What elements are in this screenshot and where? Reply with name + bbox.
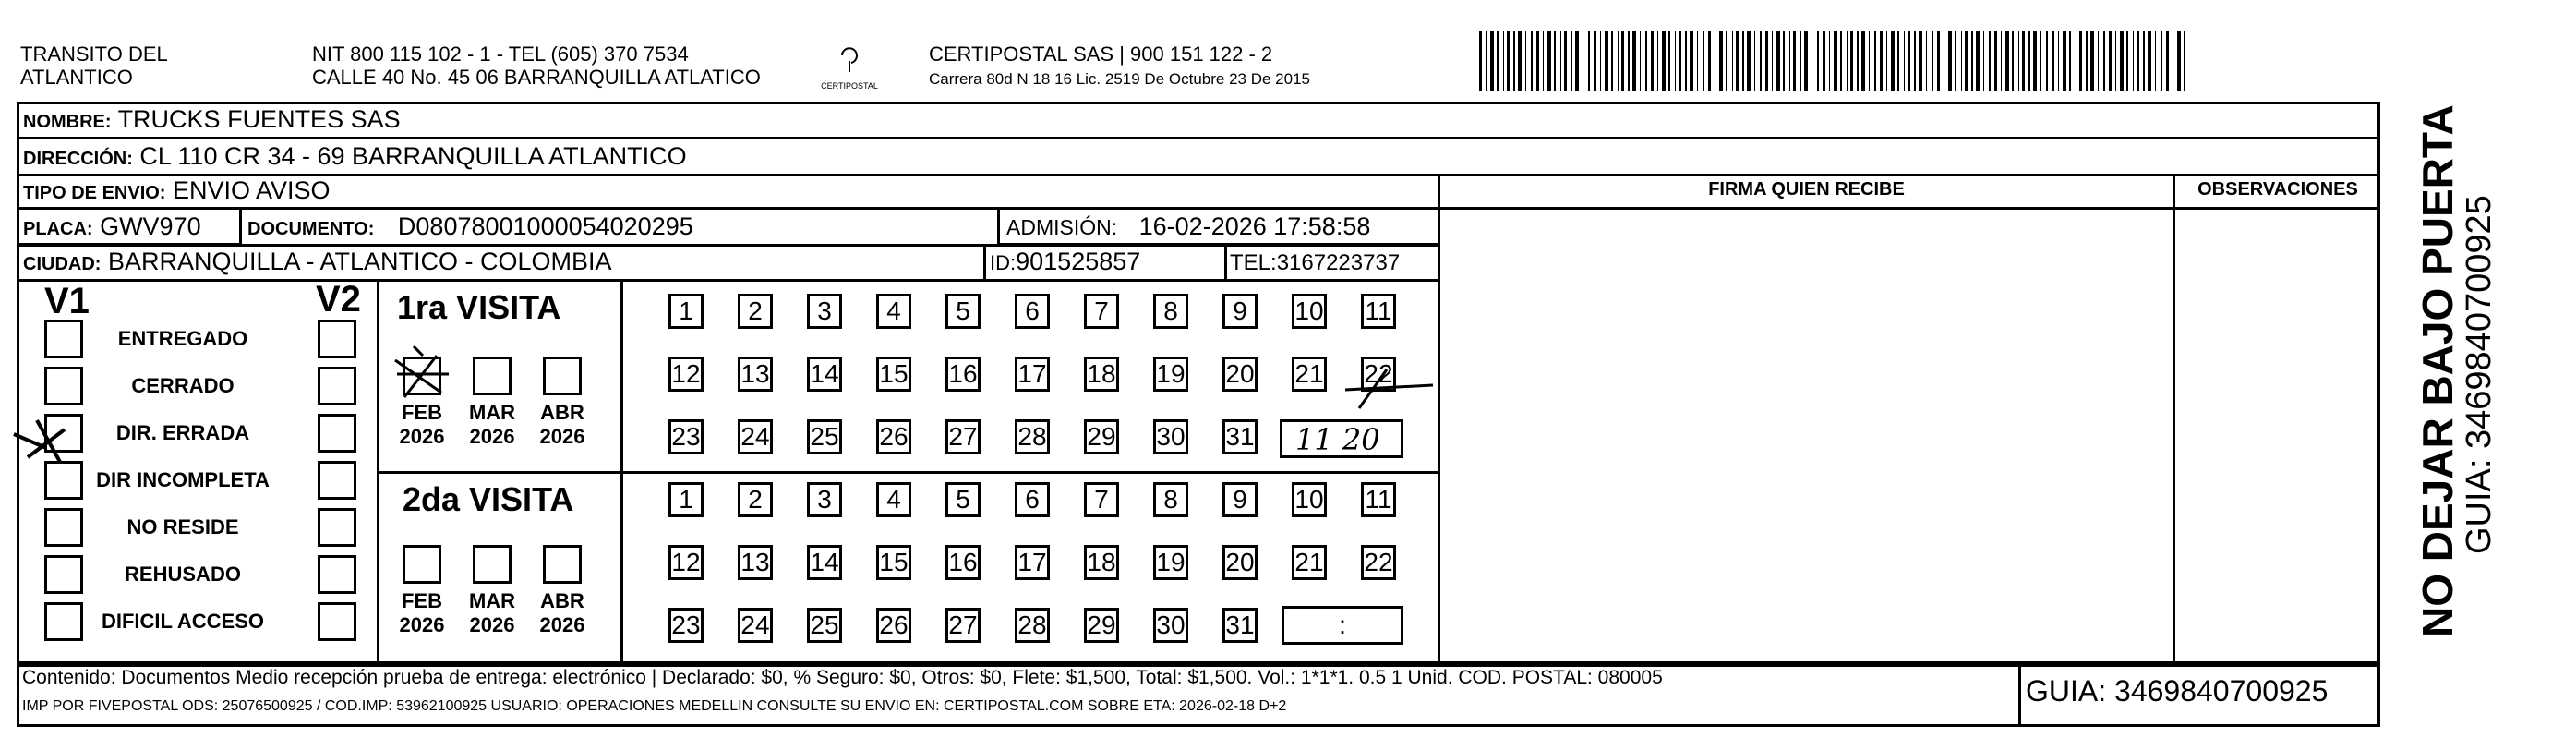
barcode-bar bbox=[1518, 31, 1522, 91]
second-visit-time-box[interactable] bbox=[1282, 606, 1403, 645]
barcode-bar bbox=[2120, 31, 2124, 91]
barcode-bar bbox=[1765, 31, 1768, 91]
barcode-bar bbox=[2046, 31, 2048, 91]
reason-label-1: CERRADO bbox=[131, 374, 235, 397]
barcode-bar bbox=[1829, 31, 1830, 91]
placa-cell bbox=[23, 211, 201, 245]
barcode-bar bbox=[1772, 31, 1773, 91]
footer-print-line: IMP POR FIVEPOSTAL ODS: 25076500925 / COD.IMP: 53962100925 USUARIO: OPERACIONES MEDELLIN CONSULTE SU ENVIO EN: CERTIPOSTAL.COM SOBRE ETA: 2026-02-18 D+2 bbox=[22, 698, 1287, 714]
barcode-bar bbox=[1742, 31, 1744, 91]
issuer-line-2: ATLANTICO bbox=[20, 66, 133, 89]
first-visit-day-21[interactable]: 21 bbox=[1292, 357, 1327, 392]
second-visit-month-year-0: 2026 bbox=[399, 613, 445, 636]
barcode-bar bbox=[1914, 31, 1916, 91]
second-visit-day-20[interactable]: 20 bbox=[1222, 545, 1258, 580]
barcode-bar bbox=[1937, 31, 1940, 91]
second-visit-day-14[interactable]: 14 bbox=[807, 545, 842, 580]
issuer-contact bbox=[312, 42, 761, 89]
barcode-bar bbox=[1547, 31, 1551, 91]
day22-check-mark bbox=[1341, 362, 1442, 417]
barcode-bar bbox=[2148, 31, 2151, 91]
ciudad-value: BARRANQUILLA - ATLANTICO - COLOMBIA bbox=[107, 248, 612, 275]
second-visit-day-15[interactable]: 15 bbox=[876, 545, 911, 580]
barcode-bar bbox=[2001, 31, 2002, 91]
barcode-bar bbox=[2155, 31, 2156, 91]
barcode-bar bbox=[1594, 31, 1596, 91]
second-visit-day-16[interactable]: 16 bbox=[945, 545, 981, 580]
barcode-bar bbox=[1651, 31, 1654, 91]
barcode-bar bbox=[1560, 31, 1561, 91]
first-visit-day-11[interactable]: 11 bbox=[1361, 294, 1396, 329]
second-visit-month-name-1: MAR bbox=[468, 589, 516, 612]
second-visit-day-27[interactable]: 27 bbox=[945, 608, 981, 643]
barcode-bar bbox=[1657, 31, 1658, 91]
placa-label: PLACA: bbox=[23, 219, 93, 239]
barcode-bar bbox=[1486, 31, 1487, 91]
second-visit-day-12[interactable]: 12 bbox=[668, 545, 704, 580]
first-visit-day-26[interactable]: 26 bbox=[876, 419, 911, 454]
second-visit-day-13[interactable]: 13 bbox=[738, 545, 773, 580]
barcode-bar bbox=[2166, 31, 2169, 91]
first-visit-day-23[interactable]: 23 bbox=[668, 419, 704, 454]
barcode-bar bbox=[1632, 31, 1636, 91]
barcode-bar bbox=[1536, 31, 1539, 91]
barcode-bar bbox=[1640, 31, 1641, 91]
first-visit-day-4[interactable]: 4 bbox=[876, 294, 911, 329]
barcode-bar bbox=[1690, 31, 1693, 91]
id-label: ID: bbox=[990, 251, 1017, 274]
first-visit-day-10[interactable]: 10 bbox=[1292, 294, 1327, 329]
barcode-bar bbox=[1800, 31, 1801, 91]
firma-label: FIRMA QUIEN RECIBE bbox=[1708, 179, 1905, 200]
v2-checkbox-0[interactable] bbox=[318, 320, 356, 358]
first-visit-day-29[interactable]: 29 bbox=[1084, 419, 1119, 454]
barcode-bar bbox=[2079, 31, 2082, 91]
barcode-bar bbox=[1783, 31, 1785, 91]
reason-label-0: ENTREGADO bbox=[117, 327, 248, 350]
barcode-bar bbox=[1503, 31, 1504, 91]
barcode-bar bbox=[1976, 31, 1980, 91]
second-visit-day-3[interactable]: 3 bbox=[807, 482, 842, 517]
first-visit-month-label-2 bbox=[530, 401, 595, 449]
barcode-bar bbox=[1679, 31, 1681, 91]
nombre-row bbox=[23, 103, 401, 138]
second-visit-month-box-1[interactable] bbox=[473, 545, 512, 584]
v2-checkbox-4[interactable] bbox=[318, 508, 356, 547]
barcode-bar bbox=[1840, 31, 1842, 91]
barcode-bar bbox=[1793, 31, 1796, 91]
first-visit-day-14[interactable]: 14 bbox=[807, 357, 842, 392]
second-visit-day-21[interactable]: 21 bbox=[1292, 545, 1327, 580]
barcode-bar bbox=[1965, 31, 1968, 91]
divider bbox=[17, 661, 19, 726]
first-visit-day-9[interactable]: 9 bbox=[1222, 294, 1258, 329]
id-value: 901525857 bbox=[1016, 248, 1141, 275]
first-visit-month-name-0: FEB bbox=[402, 401, 442, 424]
second-visit-title: 2da VISITA bbox=[403, 480, 574, 518]
first-visit-day-15[interactable]: 15 bbox=[876, 357, 911, 392]
second-visit-month-label-0 bbox=[390, 589, 454, 637]
tipo-label: TIPO DE ENVIO: bbox=[23, 183, 166, 203]
first-visit-month-year-1: 2026 bbox=[469, 425, 515, 448]
ciudad-cell bbox=[23, 246, 612, 280]
side-guia-number: GUIA: 3469840700925 bbox=[2460, 195, 2498, 554]
second-visit-month-box-0[interactable] bbox=[403, 545, 441, 584]
first-visit-day-1[interactable]: 1 bbox=[668, 294, 704, 329]
second-visit-day-19[interactable]: 19 bbox=[1153, 545, 1188, 580]
divider bbox=[1224, 244, 1227, 281]
first-visit-day-6[interactable]: 6 bbox=[1015, 294, 1050, 329]
issuer-line-1: TRANSITO DEL bbox=[20, 42, 168, 66]
barcode-bar bbox=[1507, 31, 1510, 91]
issuer-name bbox=[20, 42, 168, 89]
tipo-value: ENVIO AVISO bbox=[172, 176, 331, 204]
first-visit-day-8[interactable]: 8 bbox=[1153, 294, 1188, 329]
second-visit-day-7[interactable]: 7 bbox=[1084, 482, 1119, 517]
barcode-bar bbox=[1932, 31, 1933, 91]
barcode-bar bbox=[2063, 31, 2066, 91]
guia-number-box: GUIA: 3469840700925 bbox=[2026, 674, 2329, 708]
barcode-bar bbox=[1897, 31, 1899, 91]
first-visit-day-31[interactable]: 31 bbox=[1222, 419, 1258, 454]
second-visit-day-31[interactable]: 31 bbox=[1222, 608, 1258, 643]
second-visit-day-11[interactable]: 11 bbox=[1361, 482, 1396, 517]
documento-value: D08078001000054020295 bbox=[397, 212, 693, 240]
barcode-bar bbox=[1989, 31, 1991, 91]
direccion-value: CL 110 CR 34 - 69 BARRANQUILLA ATLANTICO bbox=[139, 142, 687, 170]
first-visit-day-27[interactable]: 27 bbox=[945, 419, 981, 454]
barcode-bar bbox=[1880, 31, 1883, 91]
barcode-bar bbox=[2161, 31, 2162, 91]
barcode-bar bbox=[1732, 31, 1733, 91]
second-visit-day-29[interactable]: 29 bbox=[1084, 608, 1119, 643]
barcode-bar bbox=[2177, 31, 2181, 91]
barcode-bar bbox=[1571, 31, 1572, 91]
second-visit-day-25[interactable]: 25 bbox=[807, 608, 842, 643]
second-visit-time-placeholder: : bbox=[1339, 611, 1346, 639]
barcode-bar bbox=[1754, 31, 1755, 91]
v2-checkbox-5[interactable] bbox=[318, 555, 356, 594]
first-visit-day-17[interactable]: 17 bbox=[1015, 357, 1050, 392]
barcode-bar bbox=[1955, 31, 1956, 91]
barcode-bar bbox=[2103, 31, 2105, 91]
second-visit-day-18[interactable]: 18 bbox=[1084, 545, 1119, 580]
barcode-bar bbox=[1857, 31, 1859, 91]
second-visit-day-1[interactable]: 1 bbox=[668, 482, 704, 517]
first-visit-month-label-1 bbox=[460, 401, 524, 449]
barcode-bar bbox=[1575, 31, 1579, 91]
second-visit-month-year-2: 2026 bbox=[539, 613, 585, 636]
barcode-bar bbox=[1817, 31, 1819, 91]
barcode-bar bbox=[1708, 31, 1711, 91]
barcode-bar bbox=[2126, 31, 2128, 91]
barcode-bar bbox=[1703, 31, 1704, 91]
barcode-bar bbox=[1850, 31, 1853, 91]
admision-cell bbox=[1006, 211, 1370, 243]
divider bbox=[17, 724, 2380, 727]
barcode bbox=[1479, 31, 2197, 91]
divider bbox=[2173, 174, 2175, 663]
barcode-bar bbox=[2133, 31, 2134, 91]
barcode-bar bbox=[1618, 31, 1619, 91]
barcode-bar bbox=[1543, 31, 1544, 91]
barcode-bar bbox=[1823, 31, 1825, 91]
second-visit-day-6[interactable]: 6 bbox=[1015, 482, 1050, 517]
observaciones-label: OBSERVACIONES bbox=[2197, 179, 2358, 200]
barcode-bar bbox=[1919, 31, 1922, 91]
divider bbox=[377, 471, 1438, 474]
barcode-bar bbox=[2012, 31, 2014, 91]
barcode-bar bbox=[1685, 31, 1687, 91]
barcode-bar bbox=[1564, 31, 1567, 91]
first-visit-day-20[interactable]: 20 bbox=[1222, 357, 1258, 392]
first-visit-month-year-2: 2026 bbox=[539, 425, 585, 448]
barcode-bar bbox=[1525, 31, 1526, 91]
barcode-bar bbox=[1776, 31, 1780, 91]
barcode-bar bbox=[1513, 31, 1515, 91]
first-visit-day-12[interactable]: 12 bbox=[668, 357, 704, 392]
first-visit-day-2[interactable]: 2 bbox=[738, 294, 773, 329]
barcode-bar bbox=[1861, 31, 1865, 91]
reason-label-6: DIFICIL ACCESO bbox=[101, 610, 264, 633]
first-visit-month-name-2: ABR bbox=[540, 401, 584, 424]
documento-label: DOCUMENTO: bbox=[247, 219, 375, 239]
second-visit-month-name-2: ABR bbox=[540, 589, 584, 612]
barcode-bar bbox=[2058, 31, 2059, 91]
second-visit-day-8[interactable]: 8 bbox=[1153, 482, 1188, 517]
reason-label-2: DIR. ERRADA bbox=[115, 421, 250, 444]
first-visit-day-19[interactable]: 19 bbox=[1153, 357, 1188, 392]
barcode-bar bbox=[2028, 31, 2030, 91]
barcode-bar bbox=[2069, 31, 2071, 91]
second-visit-month-box-2[interactable] bbox=[543, 545, 582, 584]
barcode-bar bbox=[1869, 31, 1870, 91]
first-visit-day-24[interactable]: 24 bbox=[738, 419, 773, 454]
divider bbox=[983, 244, 986, 281]
id-cell bbox=[990, 246, 1140, 279]
second-visit-day-28[interactable]: 28 bbox=[1015, 608, 1050, 643]
barcode-bar bbox=[1834, 31, 1837, 91]
barcode-bar bbox=[2143, 31, 2145, 91]
divider bbox=[1438, 174, 1440, 663]
barcode-bar bbox=[1605, 31, 1608, 91]
first-visit-month-year-0: 2026 bbox=[399, 425, 445, 448]
first-visit-time-box[interactable] bbox=[1280, 419, 1403, 458]
v2-checkbox-2[interactable] bbox=[318, 414, 356, 453]
barcode-bar bbox=[1948, 31, 1952, 91]
barcode-bar bbox=[1621, 31, 1624, 91]
barcode-bar bbox=[1668, 31, 1670, 91]
barcode-bar bbox=[1531, 31, 1533, 91]
second-visit-day-23[interactable]: 23 bbox=[668, 608, 704, 643]
v2-checkbox-6[interactable] bbox=[318, 602, 356, 641]
barcode-bar bbox=[1479, 31, 1482, 91]
barcode-bar bbox=[1760, 31, 1762, 91]
v2-checkbox-3[interactable] bbox=[318, 461, 356, 500]
direccion-label: DIRECCIÓN: bbox=[23, 149, 133, 169]
barcode-bar bbox=[1645, 31, 1647, 91]
divider bbox=[2018, 661, 2021, 726]
second-visit-month-name-0: FEB bbox=[402, 589, 442, 612]
barcode-bar bbox=[1588, 31, 1590, 91]
feb-check-mark bbox=[386, 342, 460, 416]
company-info bbox=[929, 42, 1310, 89]
company-line: CERTIPOSTAL SAS | 900 151 122 - 2 bbox=[929, 42, 1273, 66]
reason-label-3: DIR INCOMPLETA bbox=[96, 468, 270, 491]
tel-value: 3167223737 bbox=[1276, 250, 1401, 275]
barcode-bar bbox=[1628, 31, 1630, 91]
barcode-bar bbox=[1789, 31, 1790, 91]
barcode-bar bbox=[1874, 31, 1876, 91]
first-visit-month-box-1[interactable] bbox=[473, 357, 512, 395]
barcode-bar bbox=[2033, 31, 2037, 91]
barcode-bar bbox=[1736, 31, 1739, 91]
first-visit-day-7[interactable]: 7 bbox=[1084, 294, 1119, 329]
first-visit-month-name-1: MAR bbox=[468, 401, 516, 424]
divider bbox=[17, 661, 2380, 664]
certipostal-logo bbox=[813, 41, 886, 92]
barcode-bar bbox=[1886, 31, 1887, 91]
barcode-bar bbox=[1697, 31, 1698, 91]
reason-label-5: REHUSADO bbox=[125, 563, 241, 586]
barcode-bar bbox=[1554, 31, 1556, 91]
barcode-bar bbox=[2090, 31, 2094, 91]
ciudad-label: CIUDAD: bbox=[23, 254, 102, 274]
tel-label: TEL: bbox=[1230, 250, 1277, 275]
barcode-bar bbox=[1983, 31, 1984, 91]
barcode-bar bbox=[1497, 31, 1499, 91]
first-visit-day-13[interactable]: 13 bbox=[738, 357, 773, 392]
v2-checkbox-1[interactable] bbox=[318, 367, 356, 405]
barcode-bar bbox=[2052, 31, 2054, 91]
divider bbox=[17, 279, 1438, 282]
v1-check-mark bbox=[9, 406, 83, 471]
documento-cell bbox=[247, 211, 693, 245]
second-visit-day-9[interactable]: 9 bbox=[1222, 482, 1258, 517]
first-visit-time-handwritten: 11 20 bbox=[1295, 422, 1380, 457]
barcode-bar bbox=[1804, 31, 1808, 91]
barcode-bar bbox=[2184, 31, 2185, 91]
divider bbox=[1438, 207, 2380, 210]
first-visit-day-30[interactable]: 30 bbox=[1153, 419, 1188, 454]
footer-content-line: Contenido: Documentos Medio recepción prueba de entrega: electrónico | Declarado: $0, % Seguro: $0, Otros: $0, Flete: $1,500, Total: $1,500. Vol.: 1*1*1. 0.5 1 Unid. COD. POSTAL: 080005 bbox=[22, 667, 1663, 688]
second-visit-day-4[interactable]: 4 bbox=[876, 482, 911, 517]
second-visit-day-5[interactable]: 5 bbox=[945, 482, 981, 517]
barcode-bar bbox=[2018, 31, 2019, 91]
admision-label: ADMISIÓN: bbox=[1006, 215, 1118, 239]
placa-value: GWV970 bbox=[100, 212, 201, 240]
barcode-bar bbox=[1961, 31, 1962, 91]
divider bbox=[2377, 661, 2380, 726]
second-visit-month-label-1 bbox=[460, 589, 524, 637]
tipo-row bbox=[23, 175, 331, 209]
second-visit-day-10[interactable]: 10 bbox=[1292, 482, 1327, 517]
barcode-bar bbox=[1611, 31, 1613, 91]
barcode-bar bbox=[2115, 31, 2116, 91]
second-visit-day-24[interactable]: 24 bbox=[738, 608, 773, 643]
v1-label: V1 bbox=[44, 281, 90, 321]
barcode-bar bbox=[1904, 31, 1905, 91]
barcode-bar bbox=[1908, 31, 1910, 91]
barcode-bar bbox=[1971, 31, 1973, 91]
first-visit-day-3[interactable]: 3 bbox=[807, 294, 842, 329]
direccion-row bbox=[23, 140, 687, 175]
barcode-bar bbox=[1726, 31, 1727, 91]
second-visit-month-label-2 bbox=[530, 589, 595, 637]
first-visit-day-5[interactable]: 5 bbox=[945, 294, 981, 329]
second-visit-day-22[interactable]: 22 bbox=[1361, 545, 1396, 580]
first-visit-day-18[interactable]: 18 bbox=[1084, 357, 1119, 392]
tel-cell bbox=[1230, 248, 1400, 279]
second-visit-day-17[interactable]: 17 bbox=[1015, 545, 1050, 580]
barcode-bar bbox=[2086, 31, 2088, 91]
barcode-bar bbox=[2137, 31, 2139, 91]
barcode-bar bbox=[1490, 31, 1494, 91]
first-visit-title: 1ra VISITA bbox=[397, 288, 561, 326]
address-line: CALLE 40 No. 45 06 BARRANQUILLA ATLATICO bbox=[312, 66, 761, 89]
barcode-bar bbox=[1662, 31, 1666, 91]
admision-value: 16-02-2026 17:58:58 bbox=[1138, 212, 1371, 240]
v2-label: V2 bbox=[316, 279, 361, 320]
first-visit-day-16[interactable]: 16 bbox=[945, 357, 981, 392]
no-dejar-bajo-puerta: NO DEJAR BAJO PUERTA bbox=[2413, 104, 2462, 637]
barcode-bar bbox=[1994, 31, 1997, 91]
first-visit-month-box-2[interactable] bbox=[543, 357, 582, 395]
license-line: Carrera 80d N 18 16 Lic. 2519 De Octubre 23 De 2015 bbox=[929, 70, 1310, 88]
barcode-bar bbox=[1847, 31, 1848, 91]
second-visit-day-26[interactable]: 26 bbox=[876, 608, 911, 643]
barcode-bar bbox=[1926, 31, 1927, 91]
barcode-bar bbox=[1675, 31, 1676, 91]
barcode-bar bbox=[1719, 31, 1723, 91]
second-visit-month-year-1: 2026 bbox=[469, 613, 515, 636]
barcode-bar bbox=[2098, 31, 2099, 91]
barcode-bar bbox=[2040, 31, 2041, 91]
barcode-bar bbox=[2109, 31, 2112, 91]
logo-text: CERTIPOSTAL bbox=[821, 81, 878, 91]
barcode-bar bbox=[2022, 31, 2025, 91]
reason-label-4: NO RESIDE bbox=[126, 515, 239, 538]
barcode-bar bbox=[1600, 31, 1601, 91]
barcode-bar bbox=[2005, 31, 2009, 91]
first-visit-day-28[interactable]: 28 bbox=[1015, 419, 1050, 454]
first-visit-day-25[interactable]: 25 bbox=[807, 419, 842, 454]
nit-line: NIT 800 115 102 - 1 - TEL (605) 370 7534 bbox=[312, 42, 689, 66]
barcode-bar bbox=[1891, 31, 1895, 91]
second-visit-day-2[interactable]: 2 bbox=[738, 482, 773, 517]
nombre-label: NOMBRE: bbox=[23, 112, 112, 132]
nombre-value: TRUCKS FUENTES SAS bbox=[117, 105, 401, 133]
second-visit-day-30[interactable]: 30 bbox=[1153, 608, 1188, 643]
first-visit-day-22[interactable]: 22 bbox=[1361, 357, 1396, 392]
barcode-bar bbox=[1747, 31, 1751, 91]
